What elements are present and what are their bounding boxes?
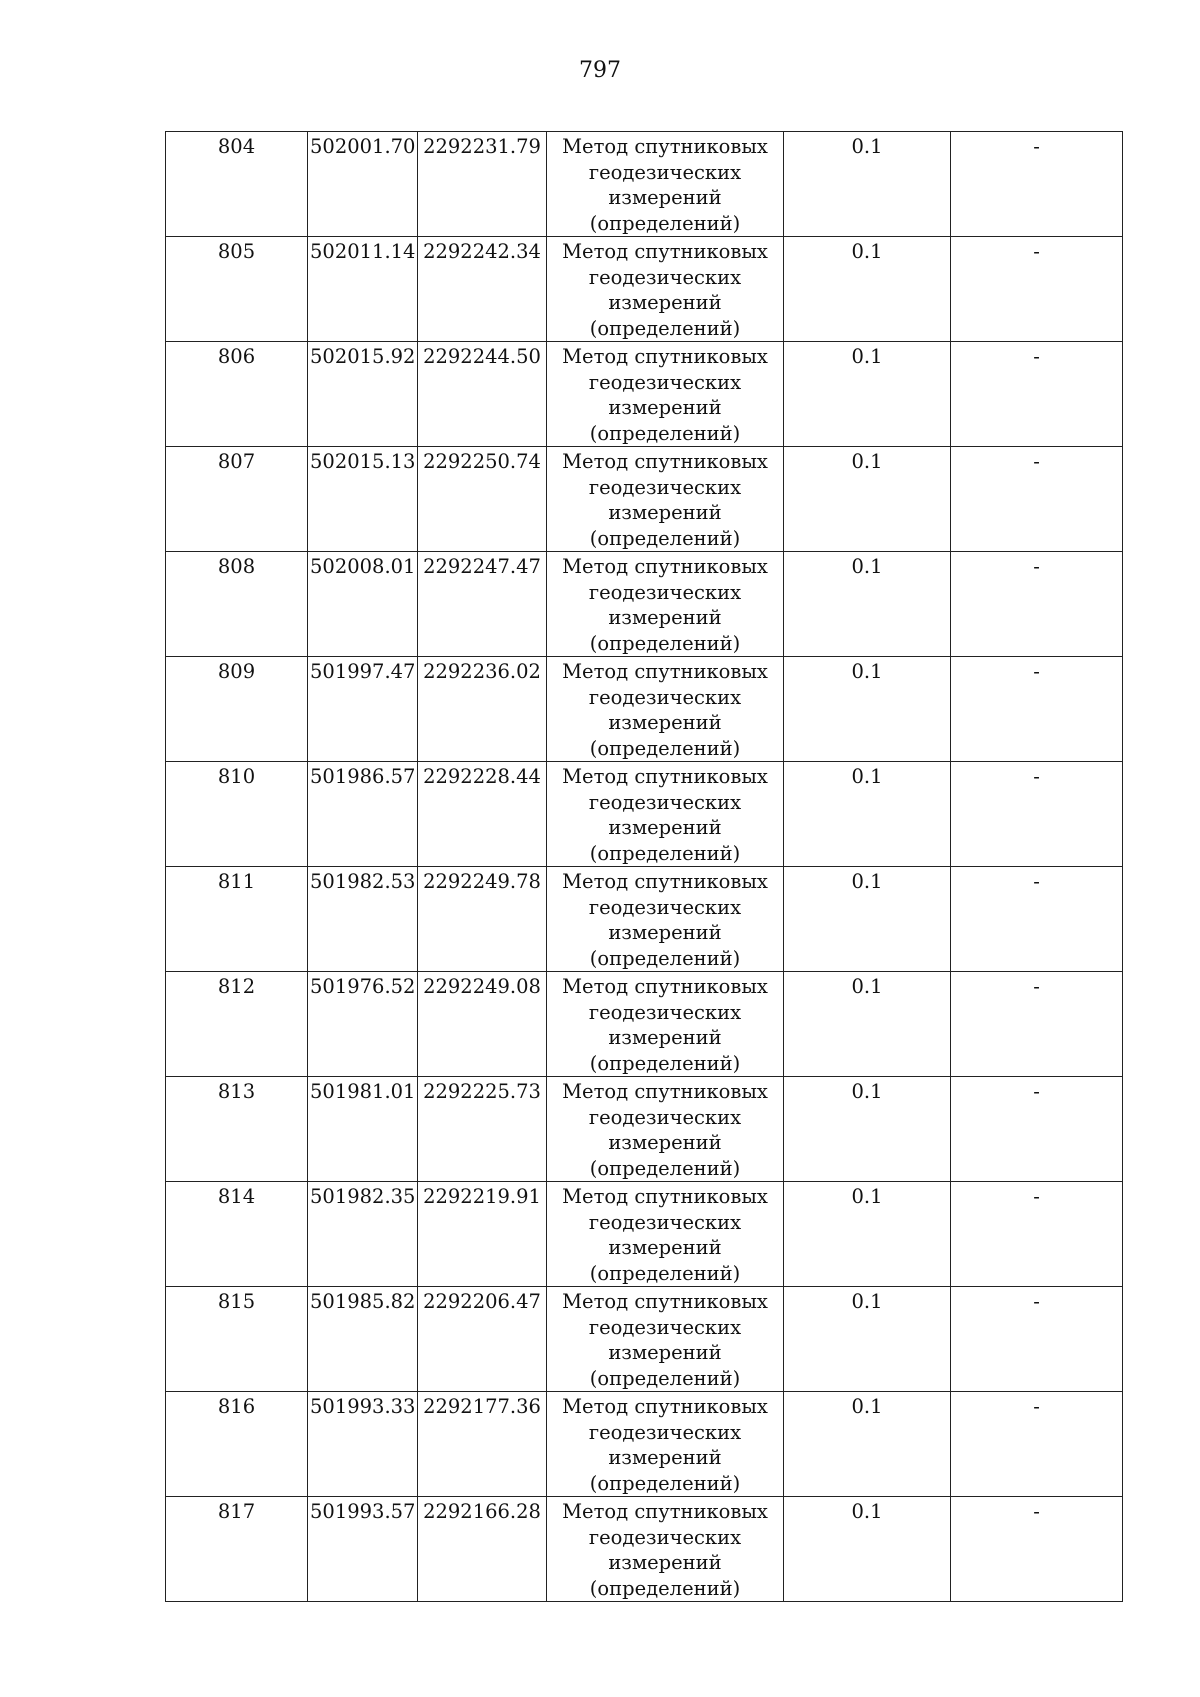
point-number-cell: 815 (166, 1287, 308, 1392)
accuracy-cell: 0.1 (784, 1077, 951, 1182)
y-coordinate-cell: 2292177.36 (418, 1392, 547, 1497)
accuracy-cell: 0.1 (784, 447, 951, 552)
note-cell: - (951, 1077, 1123, 1182)
table-row (166, 132, 1123, 237)
table-row (166, 1182, 1123, 1287)
note-cell: - (951, 1182, 1123, 1287)
table-row (166, 237, 1123, 342)
accuracy-cell: 0.1 (784, 1392, 951, 1497)
method-cell: Метод спутниковых геодезических измерений (определений) (547, 1392, 784, 1497)
method-cell: Метод спутниковых геодезических измерений (определений) (547, 552, 784, 657)
y-coordinate-cell: 2292249.78 (418, 867, 547, 972)
x-coordinate-cell: 501986.57 (308, 762, 418, 867)
y-coordinate-cell: 2292206.47 (418, 1287, 547, 1392)
method-cell: Метод спутниковых геодезических измерений (определений) (547, 1287, 784, 1392)
table-row (166, 1077, 1123, 1182)
note-cell: - (951, 972, 1123, 1077)
method-cell: Метод спутниковых геодезических измерений (определений) (547, 762, 784, 867)
table-row (166, 867, 1123, 972)
point-number-cell: 808 (166, 552, 308, 657)
x-coordinate-cell: 502015.92 (308, 342, 418, 447)
accuracy-cell: 0.1 (784, 132, 951, 237)
point-number-cell: 812 (166, 972, 308, 1077)
point-number-cell: 814 (166, 1182, 308, 1287)
x-coordinate-cell: 502001.70 (308, 132, 418, 237)
table-row (166, 972, 1123, 1077)
y-coordinate-cell: 2292242.34 (418, 237, 547, 342)
note-cell: - (951, 1497, 1123, 1602)
method-cell: Метод спутниковых геодезических измерений (определений) (547, 1497, 784, 1602)
point-number-cell: 813 (166, 1077, 308, 1182)
y-coordinate-cell: 2292231.79 (418, 132, 547, 237)
method-cell: Метод спутниковых геодезических измерений (определений) (547, 1182, 784, 1287)
accuracy-cell: 0.1 (784, 342, 951, 447)
note-cell: - (951, 342, 1123, 447)
point-number-cell: 807 (166, 447, 308, 552)
accuracy-cell: 0.1 (784, 867, 951, 972)
x-coordinate-cell: 501982.35 (308, 1182, 418, 1287)
method-cell: Метод спутниковых геодезических измерений (определений) (547, 342, 784, 447)
x-coordinate-cell: 501993.57 (308, 1497, 418, 1602)
method-cell: Метод спутниковых геодезических измерений (определений) (547, 867, 784, 972)
y-coordinate-cell: 2292228.44 (418, 762, 547, 867)
point-number-cell: 809 (166, 657, 308, 762)
accuracy-cell: 0.1 (784, 972, 951, 1077)
x-coordinate-cell: 501997.47 (308, 657, 418, 762)
note-cell: - (951, 132, 1123, 237)
note-cell: - (951, 867, 1123, 972)
method-cell: Метод спутниковых геодезических измерений (определений) (547, 1077, 784, 1182)
point-number-cell: 816 (166, 1392, 308, 1497)
y-coordinate-cell: 2292225.73 (418, 1077, 547, 1182)
point-number-cell: 810 (166, 762, 308, 867)
y-coordinate-cell: 2292244.50 (418, 342, 547, 447)
method-cell: Метод спутниковых геодезических измерений (определений) (547, 447, 784, 552)
x-coordinate-cell: 502015.13 (308, 447, 418, 552)
note-cell: - (951, 1287, 1123, 1392)
accuracy-cell: 0.1 (784, 237, 951, 342)
accuracy-cell: 0.1 (784, 657, 951, 762)
coordinates-table-body (166, 132, 1123, 1602)
note-cell: - (951, 657, 1123, 762)
y-coordinate-cell: 2292249.08 (418, 972, 547, 1077)
method-cell: Метод спутниковых геодезических измерений (определений) (547, 132, 784, 237)
point-number-cell: 805 (166, 237, 308, 342)
note-cell: - (951, 447, 1123, 552)
table-row (166, 342, 1123, 447)
y-coordinate-cell: 2292166.28 (418, 1497, 547, 1602)
table-row (166, 1392, 1123, 1497)
method-cell: Метод спутниковых геодезических измерений (определений) (547, 972, 784, 1077)
point-number-cell: 811 (166, 867, 308, 972)
table-row (166, 1497, 1123, 1602)
x-coordinate-cell: 502011.14 (308, 237, 418, 342)
table-row (166, 657, 1123, 762)
y-coordinate-cell: 2292247.47 (418, 552, 547, 657)
x-coordinate-cell: 502008.01 (308, 552, 418, 657)
x-coordinate-cell: 501985.82 (308, 1287, 418, 1392)
point-number-cell: 817 (166, 1497, 308, 1602)
table-row (166, 762, 1123, 867)
page-number: 797 (579, 58, 621, 83)
table-row (166, 447, 1123, 552)
x-coordinate-cell: 501993.33 (308, 1392, 418, 1497)
x-coordinate-cell: 501976.52 (308, 972, 418, 1077)
x-coordinate-cell: 501982.53 (308, 867, 418, 972)
y-coordinate-cell: 2292236.02 (418, 657, 547, 762)
table-row (166, 552, 1123, 657)
accuracy-cell: 0.1 (784, 1287, 951, 1392)
note-cell: - (951, 1392, 1123, 1497)
accuracy-cell: 0.1 (784, 762, 951, 867)
note-cell: - (951, 552, 1123, 657)
coordinates-table (165, 131, 1123, 1602)
table-row (166, 1287, 1123, 1392)
x-coordinate-cell: 501981.01 (308, 1077, 418, 1182)
accuracy-cell: 0.1 (784, 1182, 951, 1287)
note-cell: - (951, 762, 1123, 867)
point-number-cell: 806 (166, 342, 308, 447)
y-coordinate-cell: 2292219.91 (418, 1182, 547, 1287)
point-number-cell: 804 (166, 132, 308, 237)
accuracy-cell: 0.1 (784, 552, 951, 657)
method-cell: Метод спутниковых геодезических измерений (определений) (547, 657, 784, 762)
method-cell: Метод спутниковых геодезических измерений (определений) (547, 237, 784, 342)
accuracy-cell: 0.1 (784, 1497, 951, 1602)
note-cell: - (951, 237, 1123, 342)
y-coordinate-cell: 2292250.74 (418, 447, 547, 552)
